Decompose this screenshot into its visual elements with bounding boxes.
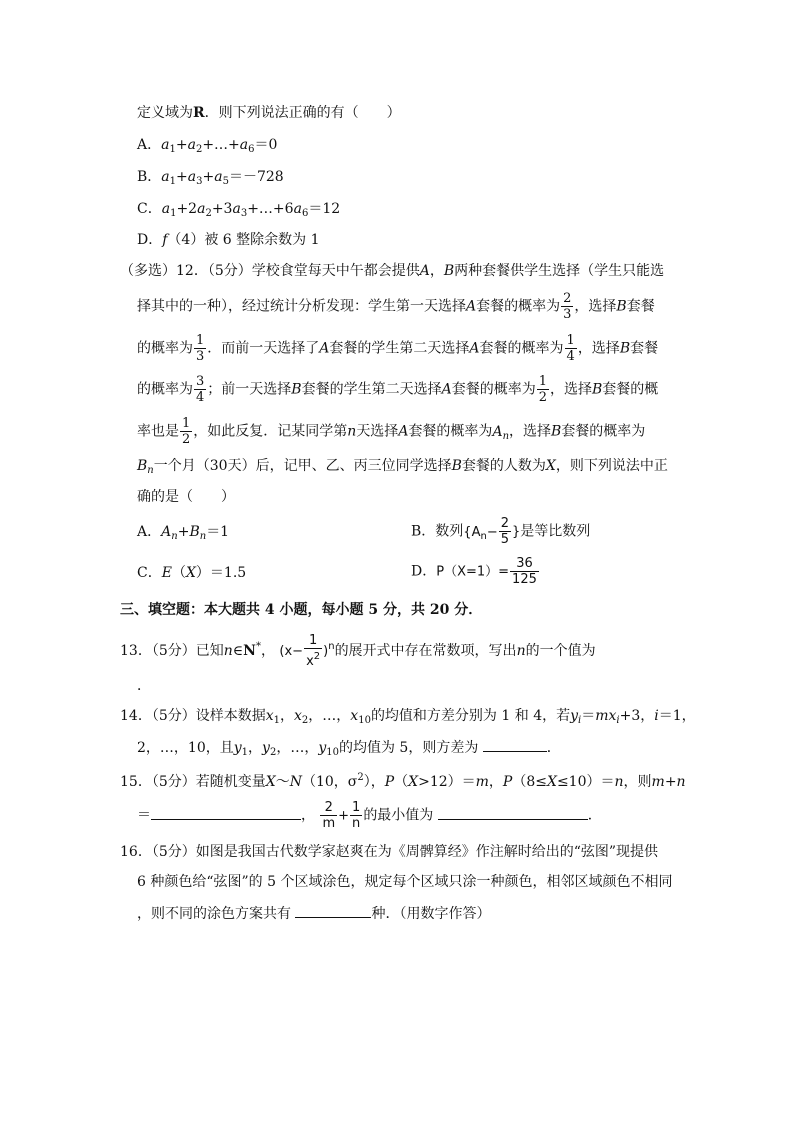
fraction: $\frac{1}{x^2}$ [306,633,321,669]
fraction: $\frac{3}{4}$ [196,374,205,405]
fraction: $\frac{2}{5}$ [500,516,509,547]
q12-line1: （多选）12．（5分）学校食堂每天中午都会提供A，B两种套餐供学生选择（学生只能选 [120,263,665,279]
fraction: $\frac{36}{125}$ [512,556,537,587]
fraction: $\frac{1}{4}$ [566,333,575,364]
q13-line1: 13．（5分）已知n∈N*， (x− $\frac{1}{x^2}$ )$^n$的展开式中存在常数项，写出n的一个值为 [120,633,596,669]
answer-blank[interactable] [151,805,301,820]
q15-line1: 15．（5分）若随机变量X～N（10，$\sigma^2$），P（X>12）＝m，P（8≤X≤10）＝n，则m+n [120,772,686,790]
q12-line2: 择其中的一种），经过统计分析发现：学生第一天选择A套餐的概率为 $\frac{2}{3}$ ，选择B套餐 [137,291,655,322]
section-heading: 三、填空题：本大题共 4 小题，每小题 5 分，共 20 分． [120,602,483,618]
q11-stem: 定义域为R．则下列说法正确的有（ ） [137,105,401,121]
q16-line1: 16．（5分）如图是我国古代数学家赵爽在为《周髀算经》作注解时给出的“弦图”现提供 [120,844,659,860]
q11-option-b: B．$a_1+a_3+a_5=-728$ [137,169,284,187]
q12-line7: 确的是（ ） [137,489,235,505]
q12-option-b: B．数列{$A_n-$ $\frac{2}{5}$ }是等比数列 [411,516,591,547]
q14-line2: 2，…，10，且$y_1$，$y_2$，…，$y_{10}$的均值为 5，则方差为 ． [137,737,561,763]
q11-option-a: A．$a_1+a_2+\dots+a_6=0$ [137,137,278,155]
fraction: $\frac{1}{2}$ [538,374,547,405]
q15-line2: ＝ ， $\frac{2}{m}$ + $\frac{1}{n}$ 的最小值为 ． [137,800,602,831]
q16-line2: 6 种颜色给“弦图”的 5 个区域涂色，规定每个区域只涂一种颜色，相邻区域颜色不相同 [137,874,673,890]
q11-option-d: D．f（4）被 6 整除余数为 1 [137,232,320,248]
q12-option-d: D．P（X=1）= $\frac{36}{125}$ [411,556,537,587]
answer-blank[interactable] [438,805,588,820]
q11-option-c: C．$a_1+2a_2+3a_3+\dots+6a_6=12$ [137,201,341,219]
fraction: $\frac{2}{3}$ [563,291,572,322]
fraction: $\frac{1}{n}$ [352,800,361,831]
answer-blank[interactable] [295,903,371,918]
fraction: $\frac{1}{2}$ [182,416,191,447]
q12-line6: $B_n$一个月（30天）后，记甲、乙、丙三位同学选择B套餐的人数为X，则下列说法中正 [137,458,668,476]
q12-option-a: A．$A_n+B_n=1$ [137,524,230,542]
q14-line1: 14．（5分）设样本数据$x_1$，$x_2$，…，$x_{10}$的均值和方差分别为 1 和 4，若$y_i=mx_i+3$，i＝1， [120,708,696,726]
answer-blank[interactable] [483,737,547,752]
q12-option-c: C．E（X）＝1.5 [137,565,247,581]
q16-line3: ，则不同的涂色方案共有 种．（用数字作答） [137,903,490,924]
q12-line4: 的概率为 $\frac{3}{4}$ ；前一天选择B套餐的学生第二天选择A套餐的概率为 $\frac{1}{2}$ ，选择B套餐的概 [137,374,659,405]
q12-line3: 的概率为 $\frac{1}{3}$ ．而前一天选择了A套餐的学生第二天选择A套餐的概率为 $\frac{1}{4}$ ，选择B套餐 [137,333,659,364]
q12-line5: 率也是 $\frac{1}{2}$ ，如此反复．记某同学第n天选择A套餐的概率为$A_n$，选择B套餐的概率为 [137,416,646,447]
fraction: $\frac{1}{3}$ [196,333,205,364]
fraction: $\frac{2}{m}$ [322,800,336,831]
q13-line2: ． [137,678,151,694]
